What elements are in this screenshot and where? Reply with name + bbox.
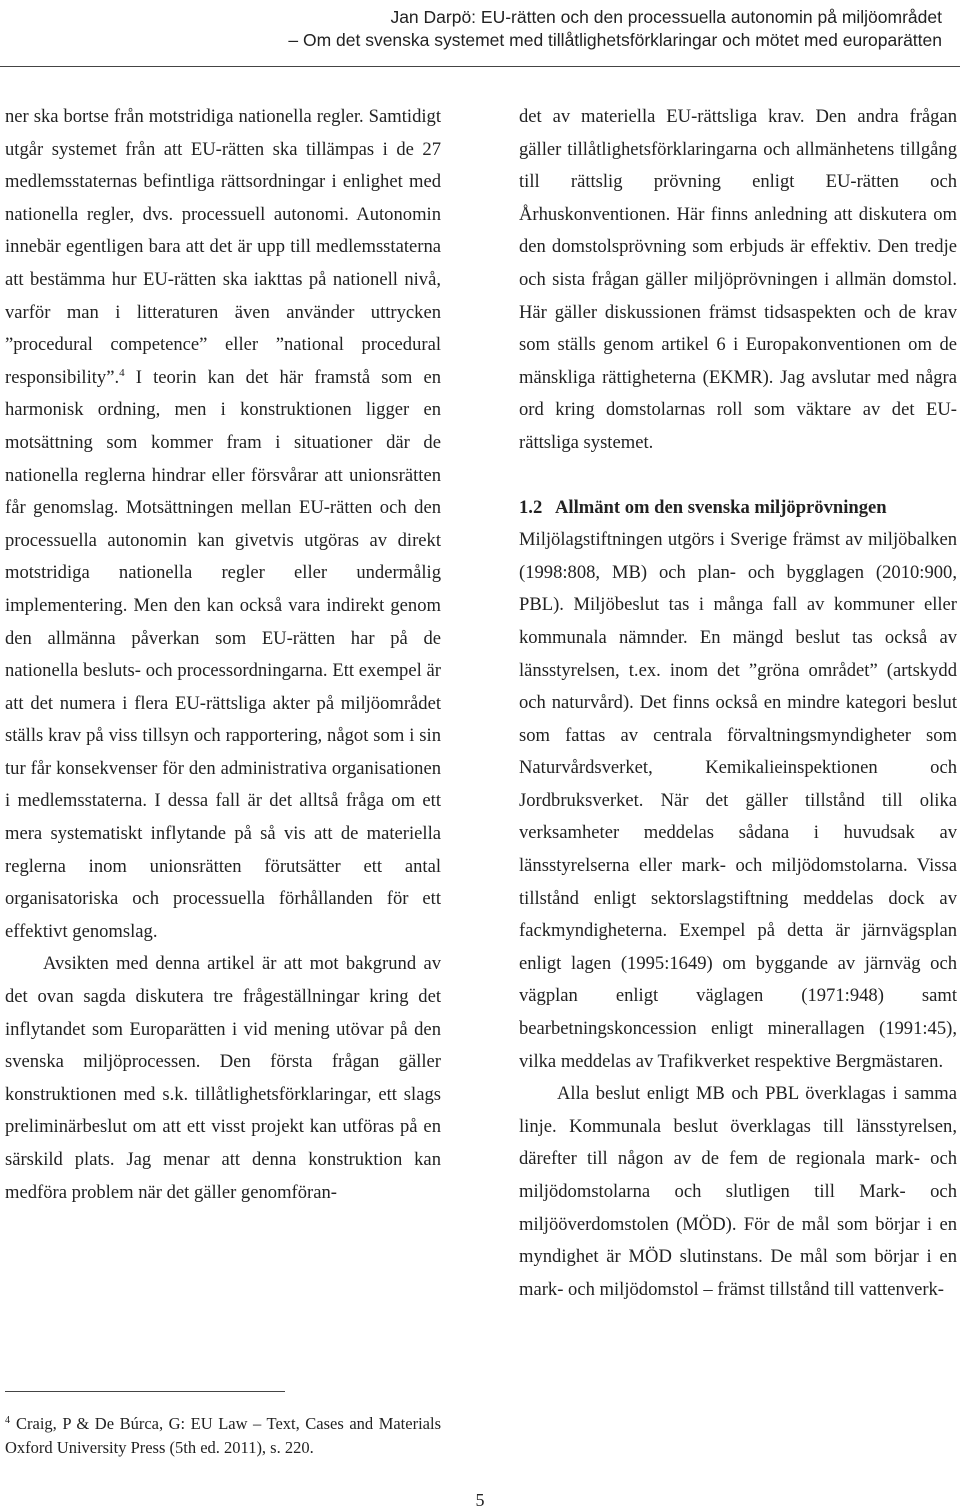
paragraph-text: ner ska bortse från motstridiga nationella regler. Samtidigt utgår systemet från att EU-rätten ska tillämpas i de 27 medlemsstaternas befintliga rättsordningar i enlighet med nationella regler, dvs. processuell autonomi. Autonomin innebär egentligen bara att det är upp till medlemsstaterna att bestämma hur EU-rätten ska iakttas på nationell nivå, varför man i litteraturen även använder uttrycken ”procedural competence” eller ”national procedural responsibility”. (5, 106, 441, 388)
footnote (5, 1412, 441, 1460)
paragraph-text: I teorin kan det här framstå som en harmonisk ordning, men i konstruktionen ligger en motsättning som kommer fram i situationer där de nationella reglerna hindrar eller försvårar att unionsrätten får genomslag. Motsättningen mellan EU-rätten och den processuella autonomin kan givetvis utgöras av direkt motstridiga nationella regler eller undermålig implementering. Men den kan också vara indirekt genom den allmänna påverkan som EU-rätten har på de nationella besluts- och processordningarna. Ett exempel är att det numera i flera EU-rättsliga akter på miljöområdet ställs krav på viss tillsyn och rapportering, något som i sin tur får konsekvenser för den administrativa organisationen i medlemsstaterna. I dessa fall är det alltså fråga om ett mera systematiskt inflytande på så vis att de materiella reglerna inom unionsrätten förutsätter ett antal organisatoriska och processuella förhållanden för ett effektivt genomslag. (5, 366, 441, 942)
running-header (42, 6, 942, 52)
paragraph: Avsikten med denna artikel är att mot bakgrund av det ovan sagda diskutera tre frågeställningar kring det inflytandet som Europarätten i vid mening utövar på den svenska miljöprocessen. Den första frågan gäller konstruktionen med s.k. tillåtlighetsförklaringar, ett slags preliminärbeslut om att ett visst projekt kan utföras på en särskild plats. Jag menar att denna konstruktion kan medföra problem när det gäller genomföran- (5, 953, 441, 1203)
section-heading (519, 492, 957, 525)
right-column (519, 101, 957, 1306)
header-line-2: – Om det svenska systemet med tillåtlighetsförklaringar och mötet med europarätten (288, 30, 942, 50)
footnote-text: Craig, P & De Búrca, G: EU Law – Text, Cases and Materials Oxford University Press (5th ed. 2011), s. 220. (5, 1414, 441, 1457)
header-line-1: Jan Darpö: EU-rätten och den processuella autonomin på miljöområdet (390, 7, 942, 27)
page-number: 5 (475, 1490, 485, 1510)
paragraph: Miljölagstiftningen utgörs i Sverige främst av miljöbalken (1998:808, MB) och plan- och bygglagen (2010:900, PBL). Miljöbeslut tas i många fall av kommuner eller kommunala nämnder. En mängd beslut tas också av länsstyrelsen, t.ex. inom det ”gröna området” (artskydd och naturvård). Det finns också en mindre kategori beslut som fattas av centrala förvaltningsmyndigheter som Naturvårdsverket, Kemikalieinspektionen och Jordbruksverket. När det gäller tillstånd till olika verksamheter meddelas sådana i huvudsak av länsstyrelserna eller mark- och miljödomstolarna. Vissa tillstånd enligt sektorslagstiftning meddelas dock av fackmyndigheterna. Exempel på detta är järnvägsplan enligt lagen (1995:1649) om byggande av järnväg och vägplan enligt väglagen (1971:948) samt bearbetningskoncession enligt minerallagen (1991:45), vilka meddelas av Trafikverket respektive Bergmästaren. (519, 529, 957, 1072)
paragraph: Alla beslut enligt MB och PBL överklagas i samma linje. Kommunala beslut överklagas till länsstyrelsen, därefter till någon av de fem de regionala mark- och miljödomstolarna och slutligen till Mark- och miljööverdomstolen (MÖD). För de mål som börjar i en myndighet är MÖD slutinstans. De mål som börjar i en mark- och miljödomstol – främst tillstånd till vattenverk- (519, 1083, 957, 1300)
section-title: Allmänt om den svenska miljöprövningen (555, 496, 887, 518)
footnote-ref[interactable]: 4 (119, 366, 125, 379)
header-rule (0, 66, 960, 67)
left-column (5, 101, 441, 1209)
footnote-rule (5, 1391, 285, 1392)
section-number: 1.2 (519, 496, 543, 518)
paragraph (5, 101, 441, 948)
paragraph: det av materiella EU-rättsliga krav. Den andra frågan gäller tillåtlighetsförklaringarna och allmänhetens tillgång till rättslig prövning enligt EU-rätten och Århuskonventionen. Här finns anledning att diskutera om den domstolsprövning som erbjuds är effektiv. Den tredje och sista frågan gäller miljöprövningen i allmän domstol. Här gäller diskussionen främst tidsaspekten och de krav som ställs genom artikel 6 i Europakonventionen om de mänskliga rättigheterna (EKMR). Jag avslutar med några ord kring domstolarnas roll som väktare av det EU-rättsliga systemet. (519, 106, 957, 453)
footnote-number: 4 (5, 1415, 10, 1426)
